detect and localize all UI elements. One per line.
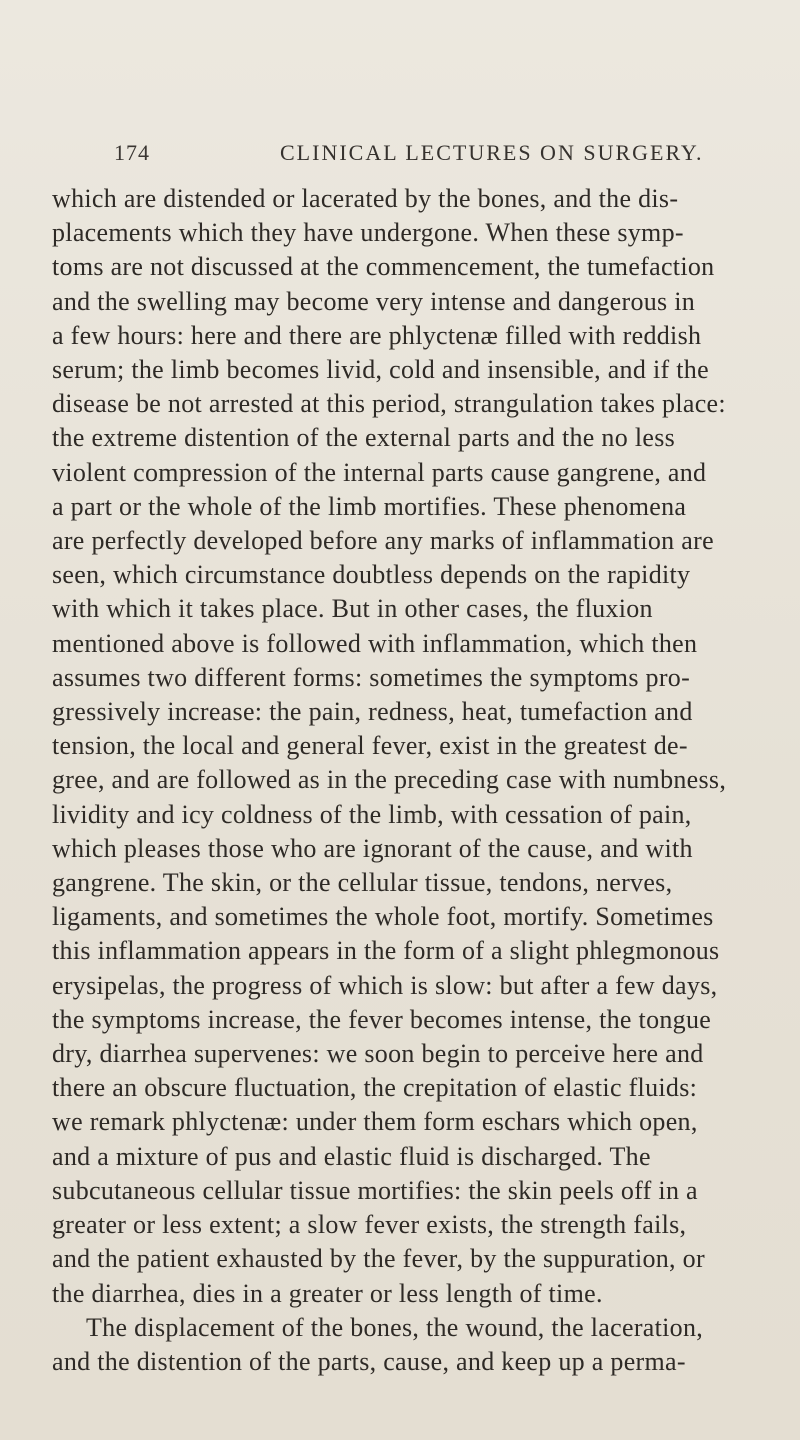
text-line: a few hours: here and there are phlyctenæ filled with reddish: [52, 320, 702, 350]
text-line: subcutaneous cellular tissue mortifies: the skin peels off in a: [52, 1175, 698, 1205]
text-line: and a mixture of pus and elastic fluid is discharged. The: [52, 1141, 651, 1171]
paragraph-start-line: The displacement of the bones, the wound, the laceration,: [86, 1312, 704, 1342]
text-line: and the swelling may become very intense and dangerous in: [52, 286, 696, 316]
text-line: toms are not discussed at the commencement, the tumefaction: [52, 252, 715, 282]
text-line: are perfectly developed before any marks of inflammation are: [52, 526, 714, 556]
text-line: a part or the whole of the limb mortifies. These phenomena: [52, 491, 687, 521]
text-line: seen, which circumstance doubtless depends on the rapidity: [52, 560, 691, 590]
text-line: there an obscure fluctuation, the crepitation of elastic fluids:: [52, 1073, 698, 1103]
text-line: which pleases those who are ignorant of the cause, and with: [52, 833, 693, 863]
text-line: this inflammation appears in the form of a slight phlegmonous: [52, 936, 720, 966]
text-line: tension, the local and general fever, exist in the greatest de-: [52, 731, 688, 761]
text-line: ligaments, and sometimes the whole foot, mortify. Sometimes: [52, 902, 714, 932]
text-line: gressively increase: the pain, redness, heat, tumefaction and: [52, 697, 693, 727]
text-line: dry, diarrhea supervenes: we soon begin to perceive here and: [52, 1039, 704, 1069]
text-line: the diarrhea, dies in a greater or less length of time.: [52, 1278, 603, 1308]
text-line: lividity and icy coldness of the limb, with cessation of pain,: [52, 799, 692, 829]
text-line: we remark phlyctenæ: under them form eschars which open,: [52, 1107, 698, 1137]
body-text: [52, 182, 770, 1379]
page-number: 174: [114, 140, 150, 165]
text-line: which are distended or lacerated by the bones, and the dis-: [52, 184, 679, 213]
text-line: greater or less extent; a slow fever exists, the strength fails,: [52, 1210, 687, 1240]
text-line: and the patient exhausted by the fever, by the suppuration, or: [52, 1244, 705, 1274]
text-line: gangrene. The skin, or the cellular tissue, tendons, nerves,: [52, 868, 673, 898]
text-line: gree, and are followed as in the preceding case with numbness,: [52, 765, 727, 795]
text-line: and the distention of the parts, cause, and keep up a perma-: [52, 1346, 686, 1376]
text-line: placements which they have undergone. When these symp-: [52, 218, 684, 248]
text-line: the symptoms increase, the fever becomes intense, the tongue: [52, 1004, 712, 1034]
text-line: violent compression of the internal parts cause gangrene, and: [52, 457, 707, 487]
text-line: erysipelas, the progress of which is slow: but after a few days,: [52, 970, 718, 1000]
page-header: [52, 130, 770, 170]
text-line: the extreme distention of the external parts and the no less: [52, 423, 676, 453]
text-line: assumes two different forms: sometimes the symptoms pro-: [52, 662, 691, 692]
text-line: disease be not arrested at this period, strangulation takes place:: [52, 389, 726, 419]
text-line: with which it takes place. But in other cases, the fluxion: [52, 594, 653, 624]
text-line: serum; the limb becomes livid, cold and insensible, and if the: [52, 355, 709, 385]
running-title: CLINICAL LECTURES ON SURGERY.: [280, 140, 704, 165]
text-line: mentioned above is followed with inflammation, which then: [52, 628, 698, 658]
